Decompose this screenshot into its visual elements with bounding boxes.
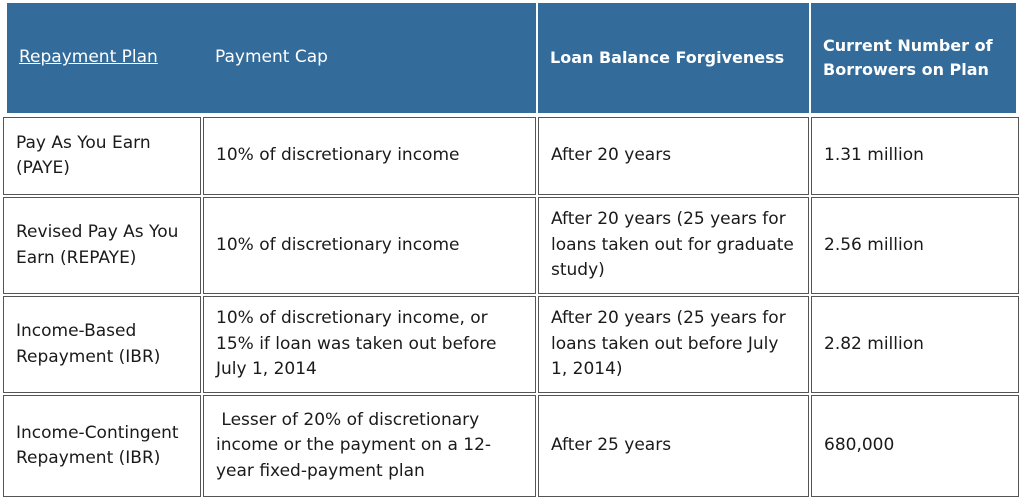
- table-cell: [3, 117, 201, 195]
- table-cell: [3, 197, 201, 294]
- table-cell: [538, 117, 809, 195]
- borrower-count: 2.82 million: [824, 333, 924, 354]
- plan-name: Income-Contingent Repayment (IBR): [16, 422, 179, 468]
- table-cell: [203, 395, 536, 497]
- table-cell: [203, 197, 536, 294]
- table-cell: [3, 296, 201, 393]
- payment-cap: 10% of discretionary income, or 15% if loan was taken out before July 1, 2014: [216, 308, 497, 380]
- table-cell: [538, 395, 809, 497]
- header-repayment-plan-label: Repayment Plan: [19, 47, 158, 68]
- plan-name: Income-Based Repayment (IBR): [16, 321, 161, 367]
- table-cell: [538, 197, 809, 294]
- table-cell: [811, 296, 1019, 393]
- loan-forgiveness: After 20 years (25 years for loans taken out for graduate study): [551, 209, 794, 281]
- loan-forgiveness: After 25 years: [551, 435, 672, 456]
- header-payment-cap: [203, 3, 536, 113]
- payment-cap: 10% of discretionary income: [216, 234, 460, 255]
- table-cell: [538, 296, 809, 393]
- loan-forgiveness: After 20 years (25 years for loans taken out before July 1, 2014): [551, 308, 786, 380]
- payment-cap: Lesser of 20% of discretionary income or the payment on a 12-year fixed-payment plan: [216, 409, 492, 481]
- plan-name: Pay As You Earn (PAYE): [16, 132, 151, 178]
- header-borrowers: [811, 3, 1016, 113]
- borrower-count: 2.56 million: [824, 234, 924, 255]
- table-cell: [203, 117, 536, 195]
- table-cell: [203, 296, 536, 393]
- header-loan-forgiveness: [538, 3, 809, 113]
- table-cell: [811, 395, 1019, 497]
- plan-name: Revised Pay As You Earn (REPAYE): [16, 222, 179, 268]
- payment-cap: 10% of discretionary income: [216, 145, 460, 166]
- borrower-count: 680,000: [824, 435, 895, 456]
- table-cell: [3, 395, 201, 497]
- header-borrowers-label: Current Number of Borrowers on Plan: [823, 36, 993, 79]
- header-repayment-plan[interactable]: [7, 3, 203, 113]
- borrower-count: 1.31 million: [824, 145, 924, 166]
- table-cell: [811, 197, 1019, 294]
- header-loan-forgiveness-label: Loan Balance Forgiveness: [550, 48, 785, 67]
- header-payment-cap-label: Payment Cap: [215, 47, 328, 68]
- loan-forgiveness: After 20 years: [551, 145, 672, 166]
- table-cell: [811, 117, 1019, 195]
